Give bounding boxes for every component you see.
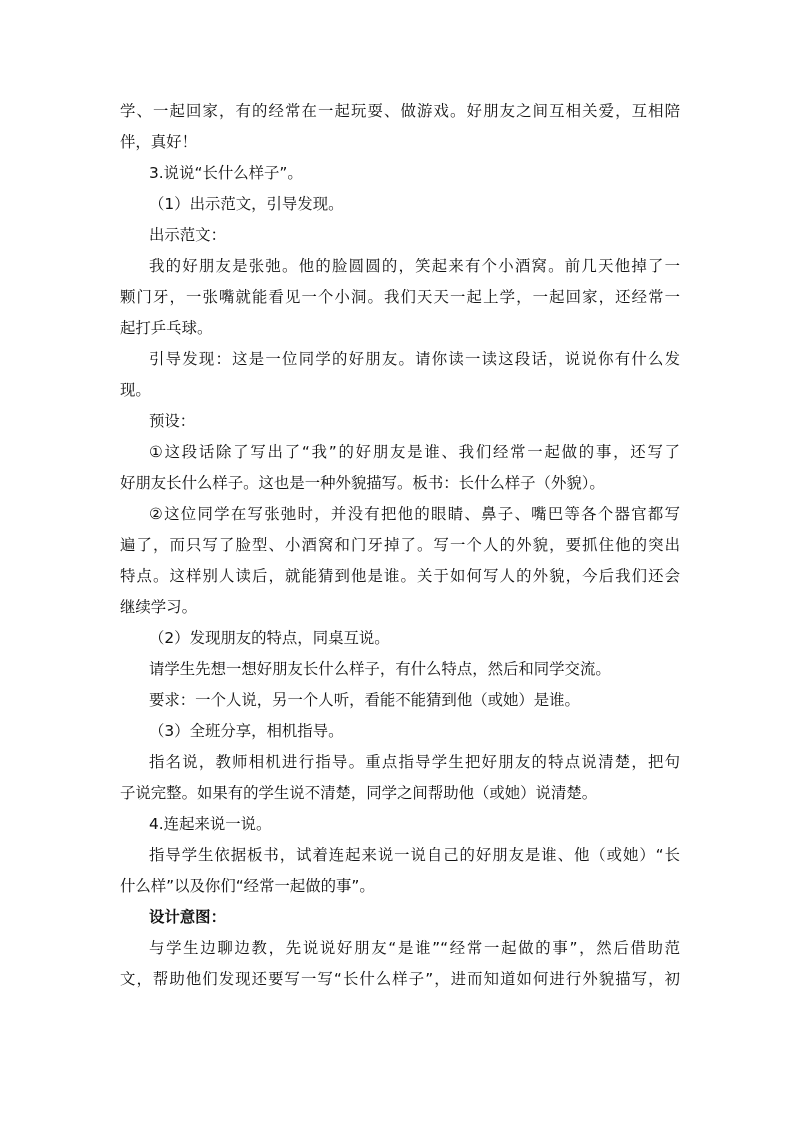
text-line: 遍了，而只写了脸型、小酒窝和门牙掉了。写一个人的外貌，要抓住他的突出 (120, 536, 680, 554)
text-line: ①这段话除了写出了“我”的好朋友是谁、我们经常一起做的事，还写了 (149, 443, 680, 461)
text-line: 请学生先想一想好朋友长什么样子，有什么特点，然后和同学交流。 (149, 660, 611, 678)
text-line: 什么样”以及你们“经常一起做的事”。 (120, 877, 375, 895)
text-line: 出示范文： (149, 226, 226, 244)
text-line: 学、一起回家，有的经常在一起玩耍、做游戏。好朋友之间互相关爱，互相陪 (120, 102, 680, 120)
text-line: 我的好朋友是张弛。他的脸圆圆的，笑起来有个小酒窝。前几天他掉了一 (149, 257, 680, 275)
text-line: 颗门牙，一张嘴就能看见一个小洞。我们天天一起上学，一起回家，还经常一 (120, 288, 680, 306)
text-line: 指导学生依据板书，试着连起来说一说自己的好朋友是谁、他（或她）“长 (149, 846, 680, 864)
text-line: 引导发现：这是一位同学的好朋友。请你读一读这段话，说说你有什么发 (149, 350, 680, 368)
text-line: 预设： (149, 412, 196, 430)
text-line: 要求：一个人说，另一个人听，看能不能猜到他（或她）是谁。 (149, 691, 580, 709)
section-heading: 设计意图： (149, 908, 226, 926)
text-line: 与学生边聊边教，先说说好朋友“是谁”“经常一起做的事”，然后借助范 (149, 939, 680, 957)
text-line: 指名说，教师相机进行指导。重点指导学生把好朋友的特点说清楚，把句 (149, 753, 680, 771)
text-line: 起打乒乓球。 (120, 319, 213, 337)
text-line: 继续学习。 (120, 598, 197, 616)
text-line: 4.连起来说一说。 (149, 815, 272, 833)
text-line: （2）发现朋友的特点，同桌互说。 (149, 629, 390, 647)
text-line: 文，帮助他们发现还要写一写“长什么样子”，进而知道如何进行外貌描写，初 (120, 970, 680, 988)
text-line: 伴，真好！ (120, 133, 197, 151)
text-line: ②这位同学在写张弛时，并没有把他的眼睛、鼻子、嘴巴等各个器官都写 (149, 505, 680, 523)
text-line: 特点。这样别人读后，就能猜到他是谁。关于如何写人的外貌，今后我们还会 (120, 567, 680, 585)
text-line: 子说完整。如果有的学生说不清楚，同学之间帮助他（或她）说清楚。 (120, 784, 598, 802)
text-line: （1）出示范文，引导发现。 (149, 195, 344, 213)
document-body (120, 96, 680, 995)
text-line: 3.说说“长什么样子”。 (149, 164, 303, 182)
text-line: 好朋友长什么样子。这也是一种外貌描写。板书：长什么样子（外貌）。 (120, 474, 605, 492)
text-line: 现。 (120, 381, 151, 399)
text-line: （3）全班分享，相机指导。 (149, 722, 344, 740)
